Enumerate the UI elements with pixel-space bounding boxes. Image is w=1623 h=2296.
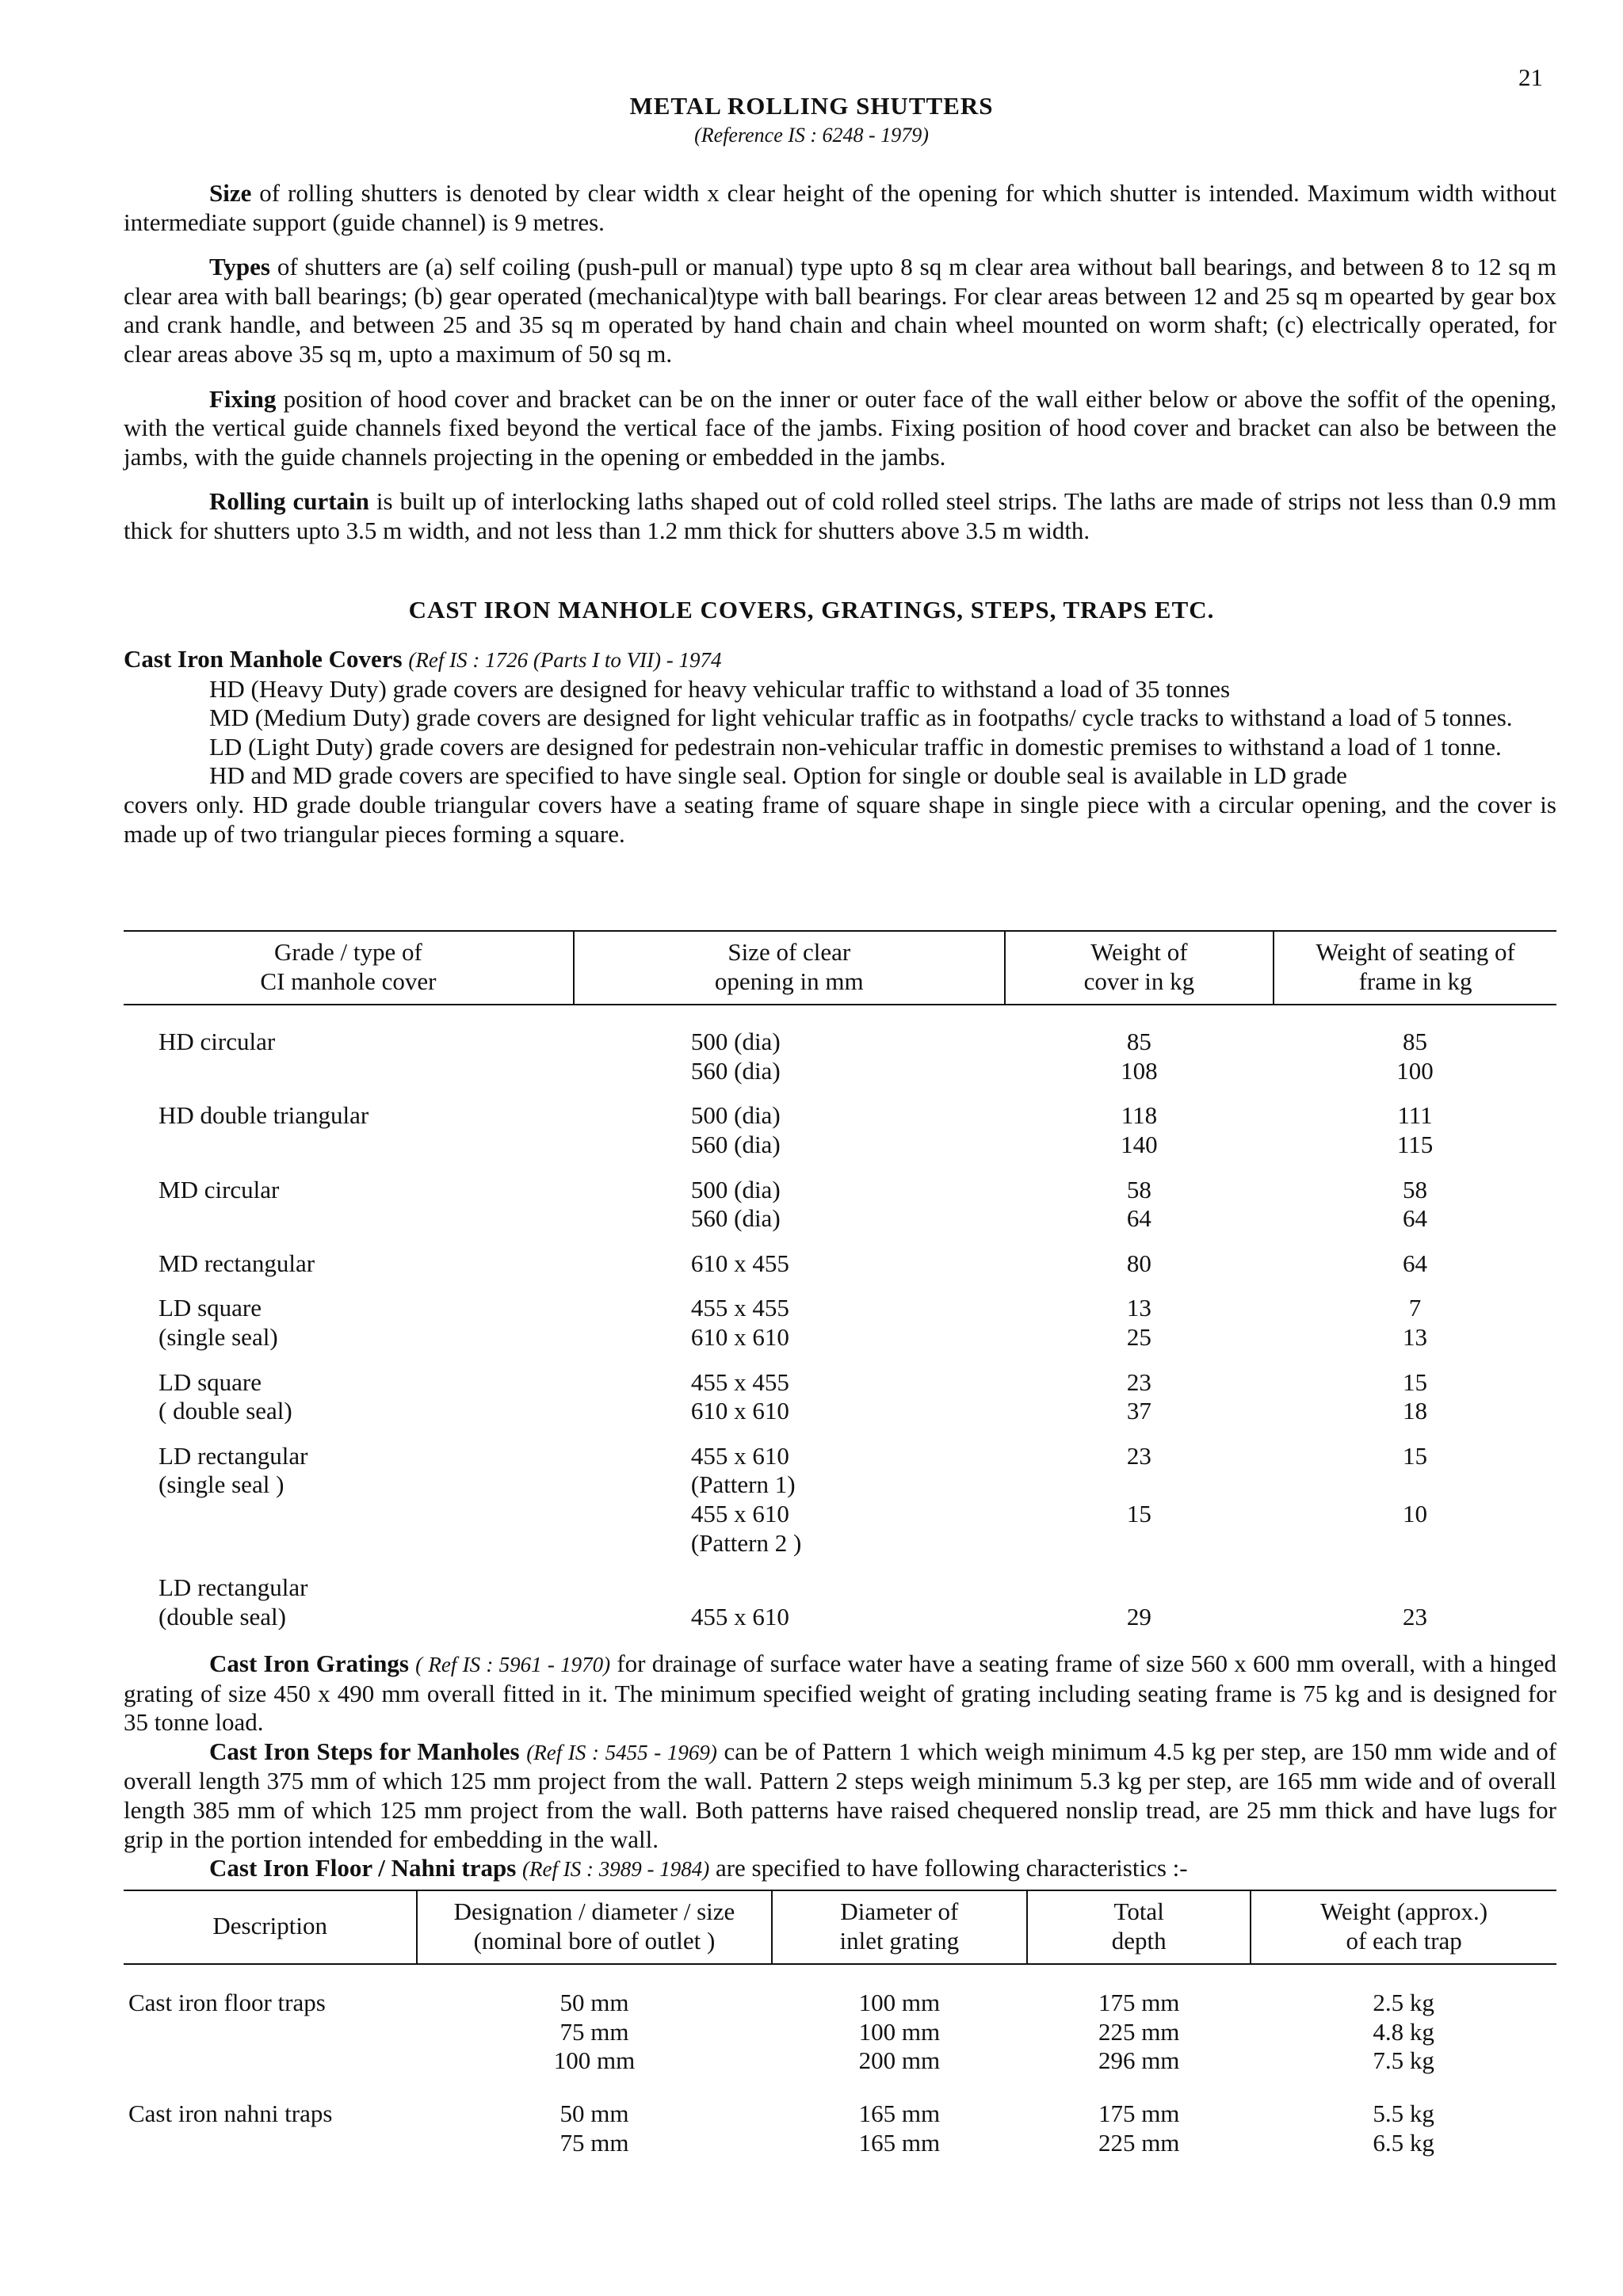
cell-weight-frame: 15 18 <box>1403 1367 1428 1425</box>
cell-weight-cover: 29 <box>1126 1602 1151 1630</box>
seal-para-rest: covers only. HD grade double triangular covers have a seating frame of square shape in single piece with a circular opening, and the cover is made up of two triangular pieces forming a square. <box>124 790 1556 848</box>
table-row <box>124 1989 1556 2100</box>
paragraph-rolling-curtain <box>124 487 1556 545</box>
steps-paragraph <box>124 1737 1556 1854</box>
cell-weight-cover: 23 37 <box>1126 1367 1151 1425</box>
cell-size: 610 x 455 <box>690 1249 789 1277</box>
lead-size: Size <box>209 179 252 207</box>
cell-weight-cover: 118 140 <box>1121 1101 1158 1158</box>
covers-table-body <box>124 1005 1556 1647</box>
cell-grade: HD double triangular <box>158 1101 369 1130</box>
lead-rolling-curtain: Rolling curtain <box>209 487 369 516</box>
traps-ref: (Ref IS : 3989 - 1984) <box>522 1857 710 1882</box>
table-row <box>124 1368 1556 1442</box>
cell-size: 500 (dia) 560 (dia) <box>690 1101 781 1158</box>
cell-depth: 175 mm 225 mm 296 mm <box>1098 1989 1180 2075</box>
steps-lead: Cast Iron Steps for Manholes <box>209 1737 520 1765</box>
cell-weight-frame: 7 13 <box>1403 1294 1428 1351</box>
table-row <box>124 2100 1556 2181</box>
covers-lead-line <box>124 645 1556 675</box>
cell-weight: 2.5 kg 4.8 kg 7.5 kg <box>1373 1989 1434 2075</box>
cell-weight-cover: 80 <box>1126 1249 1151 1277</box>
traps-table-header <box>124 1890 1556 1964</box>
lead-fixing: Fixing <box>209 384 277 413</box>
cell-weight-frame: 64 <box>1403 1249 1428 1277</box>
cell-weight-frame: 111 115 <box>1396 1101 1434 1158</box>
manhole-covers-table <box>124 930 1556 1647</box>
text-size: of rolling shutters is denoted by clear width x clear height of the opening for which shutter is intended. Maximum width without intermediate support (guide channel) is 9 metres. <box>124 179 1556 236</box>
seal-para-first: HD and MD grade covers are specified to have single seal. Option for single or double seal is available in LD grade <box>209 761 1347 790</box>
table-row <box>124 1442 1556 1573</box>
table-row <box>124 1249 1556 1295</box>
table-row <box>124 1101 1556 1175</box>
cell-weight-cover: 85 108 <box>1121 1028 1158 1085</box>
cell-size: 455 x 455 610 x 610 <box>690 1294 789 1351</box>
covers-lead: Cast Iron Manhole Covers <box>124 645 403 673</box>
cell-grade: LD rectangular (double seal) <box>158 1573 308 1630</box>
cell-weight-cover: 23 15 <box>1126 1441 1151 1527</box>
traps-lead: Cast Iron Floor / Nahni traps <box>209 1854 517 1882</box>
steps-ref: (Ref IS : 5455 - 1969) <box>526 1740 717 1764</box>
covers-ref: (Ref IS : 1726 (Parts I to VII) - 1974 <box>408 648 722 672</box>
page-number: 21 <box>1518 63 1543 91</box>
cell-description: Cast iron floor traps <box>128 1989 326 2017</box>
lead-types: Types <box>209 253 270 281</box>
gratings-text: for drainage of surface water have a seating frame of size 560 x 600 mm overall, with a hinged grating of size 450 x 490 mm overall fitted in it. The minimum specified weight of grating including seating frame is 75 kg and is designed for 35 tonne load. <box>124 1650 1556 1737</box>
cell-grade: MD rectangular <box>158 1249 315 1277</box>
paragraph-size <box>124 179 1556 237</box>
cell-diameter: 165 mm 165 mm <box>858 2099 941 2157</box>
manhole-covers-body <box>124 645 1556 849</box>
traps-table-body <box>124 1964 1556 2181</box>
cell-weight-cover: 58 64 <box>1126 1175 1151 1233</box>
header-grade: Grade / type of CI manhole cover <box>124 931 574 1005</box>
cell-weight-frame: 15 10 <box>1403 1441 1428 1527</box>
header-weight-cover: Weight of cover in kg <box>1005 931 1274 1005</box>
header-weight: Weight (approx.) of each trap <box>1251 1890 1556 1964</box>
grade-ld-text: LD (Light Duty) grade covers are designed for pedestrain non-vehicular traffic in domestic premises to withstand a load of 1 tonne. <box>209 732 1502 761</box>
cell-weight-frame: 85 100 <box>1396 1028 1434 1085</box>
table-row <box>124 1294 1556 1367</box>
cell-weight-frame: 23 <box>1403 1602 1428 1630</box>
gratings-lead: Cast Iron Gratings <box>209 1650 409 1677</box>
paragraph-types <box>124 253 1556 368</box>
table-row <box>124 1176 1556 1249</box>
text-types: of shutters are (a) self coiling (push-pull or manual) type upto 8 sq m clear area without ball bearings, and between 8 to 12 sq m clear area with ball bearings; (b) gear operated (mechanical)type with ball bearings. For clear areas between 12 and 25 sq m opearted by gear box and crank handle, and between 25 and 35 sq m operated by hand chain and chain wheel mounted on worm shaft; (c) electrically operated, for clear areas above 35 sq m, upto a maximum of 50 sq m. <box>124 253 1556 368</box>
traps-table <box>124 1890 1556 2181</box>
cell-depth: 175 mm 225 mm <box>1098 2099 1180 2157</box>
shutters-title: METAL ROLLING SHUTTERS <box>629 92 994 120</box>
cell-designation: 50 mm 75 mm 100 mm <box>553 1989 636 2075</box>
shutters-body <box>124 179 1556 546</box>
cell-size: 500 (dia) 560 (dia) <box>690 1028 781 1085</box>
header-weight-frame: Weight of seating of frame in kg <box>1274 931 1556 1005</box>
header-description: Description <box>124 1890 417 1964</box>
cell-weight: 5.5 kg 6.5 kg <box>1373 2099 1434 2157</box>
cell-weight-cover: 13 25 <box>1126 1294 1151 1351</box>
text-fixing: position of hood cover and bracket can be on the inner or outer face of the wall either below or above the soffit of the opening, with the vertical guide channels fixed beyond the vertical face of the jambs. Fixing position of hood cover and bracket can also be between the jambs, with the guide channels projecting in the opening or embedded in the jambs. <box>124 384 1556 471</box>
gratings-ref: ( Ref IS : 5961 - 1970) <box>415 1653 611 1676</box>
cell-size: 455 x 610 <box>690 1602 789 1630</box>
text-rolling-curtain: is built up of interlocking laths shaped out of cold rolled steel strips. The laths are made of strips not less than 0.9 mm thick for shutters upto 3.5 m width, and not less than 1.2 mm thick for shutters above 3.5 m width. <box>124 487 1557 544</box>
header-depth: Total depth <box>1027 1890 1251 1964</box>
gratings-paragraph <box>124 1650 1556 1737</box>
gratings-steps-traps-body <box>124 1650 1556 1884</box>
cell-grade: MD circular <box>158 1175 280 1203</box>
traps-paragraph <box>124 1854 1556 1884</box>
cell-size: 455 x 610 (Pattern 1) 455 x 610 (Pattern 2 ) <box>690 1441 802 1557</box>
covers-table-header <box>124 931 1556 1005</box>
cell-grade: LD square ( double seal) <box>158 1367 292 1425</box>
header-designation: Designation / diameter / size (nominal bore of outlet ) <box>417 1890 771 1964</box>
cell-grade: LD rectangular (single seal ) <box>158 1441 308 1499</box>
cell-grade: LD square (single seal) <box>158 1294 278 1351</box>
header-size: Size of clear opening in mm <box>574 931 1005 1005</box>
table-row <box>124 1573 1556 1647</box>
shutters-reference: (Reference IS : 6248 - 1979) <box>694 124 929 147</box>
shutters-title-block <box>0 92 1623 149</box>
traps-text: are specified to have following characteristics :- <box>709 1854 1188 1882</box>
cell-size: 455 x 455 610 x 610 <box>690 1367 789 1425</box>
header-diameter: Diameter of inlet grating <box>772 1890 1028 1964</box>
cell-grade: HD circular <box>158 1028 276 1056</box>
grade-hd-text: HD (Heavy Duty) grade covers are designed for heavy vehicular traffic to withstand a load of 35 tonnes <box>209 674 1231 703</box>
grade-md-text: MD (Medium Duty) grade covers are designed for light vehicular traffic as in footpaths/ cycle tracks to withstand a load of 5 tonnes. <box>209 704 1513 732</box>
cell-diameter: 100 mm 100 mm 200 mm <box>858 1989 941 2075</box>
paragraph-fixing <box>124 385 1556 472</box>
table-row <box>124 1028 1556 1101</box>
steps-text: can be of Pattern 1 which weigh minimum 4.5 kg per step, are 150 mm wide and of overall length 375 mm of which 125 mm project from the wall. Pattern 2 steps weigh minimum 5.3 kg per step, are 165 mm wide and of overall length 385 mm of which 125 mm project from the wall. Both patterns have raised chequered nonslip tread, are 25 mm thick and have lugs for grip in the portion intended for embedding in the wall. <box>124 1737 1557 1853</box>
cell-description: Cast iron nahni traps <box>128 2099 333 2127</box>
cell-weight-frame: 58 64 <box>1403 1175 1428 1233</box>
cell-size: 500 (dia) 560 (dia) <box>690 1175 781 1233</box>
castiron-heading: CAST IRON MANHOLE COVERS, GRATINGS, STEPS, TRAPS ETC. <box>408 596 1215 624</box>
cell-designation: 50 mm 75 mm <box>559 2099 629 2157</box>
